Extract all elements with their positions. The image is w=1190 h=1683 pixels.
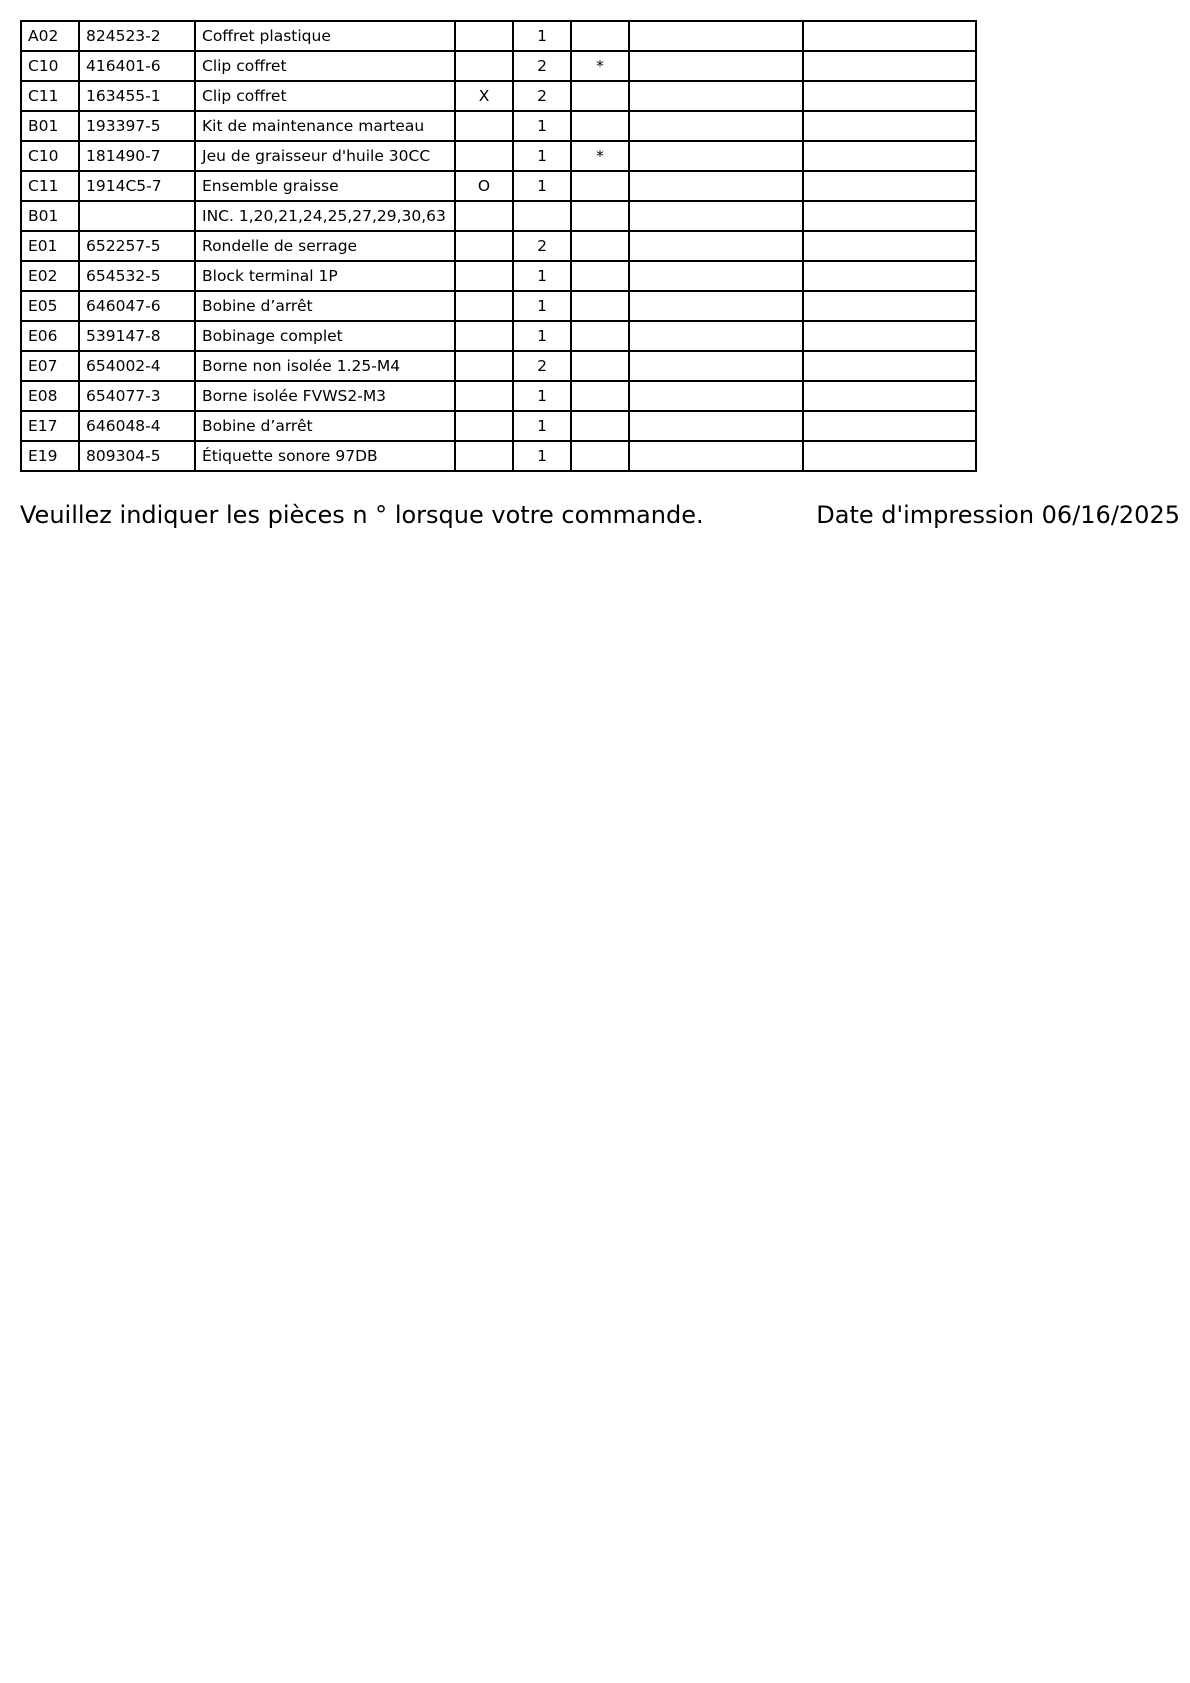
description-cell: Clip coffret <box>195 81 455 111</box>
part-number-cell: 1914C5-7 <box>79 171 195 201</box>
description-cell: Kit de maintenance marteau <box>195 111 455 141</box>
mark-cell <box>455 291 513 321</box>
table-row <box>21 141 976 171</box>
quantity-cell: 1 <box>513 171 571 201</box>
ref-cell: A02 <box>21 21 79 51</box>
description-cell: Bobinage complet <box>195 321 455 351</box>
quantity-cell <box>513 201 571 231</box>
mark-cell <box>455 231 513 261</box>
extra-cell-1 <box>629 321 803 351</box>
mark-cell <box>455 351 513 381</box>
extra-cell-1 <box>629 81 803 111</box>
extra-cell-2 <box>803 441 976 471</box>
quantity-cell: 2 <box>513 51 571 81</box>
note-cell <box>571 231 629 261</box>
table-row <box>21 51 976 81</box>
quantity-cell: 1 <box>513 411 571 441</box>
part-number-cell: 539147-8 <box>79 321 195 351</box>
extra-cell-1 <box>629 171 803 201</box>
description-cell: Borne non isolée 1.25-M4 <box>195 351 455 381</box>
description-cell: Borne isolée FVWS2-M3 <box>195 381 455 411</box>
quantity-cell: 1 <box>513 141 571 171</box>
extra-cell-1 <box>629 351 803 381</box>
extra-cell-1 <box>629 261 803 291</box>
part-number-cell: 654077-3 <box>79 381 195 411</box>
quantity-cell: 1 <box>513 381 571 411</box>
note-cell <box>571 291 629 321</box>
description-cell: Jeu de graisseur d'huile 30CC <box>195 141 455 171</box>
note-cell <box>571 201 629 231</box>
mark-cell <box>455 261 513 291</box>
part-number-cell: 809304-5 <box>79 441 195 471</box>
note-cell <box>571 21 629 51</box>
note-cell <box>571 171 629 201</box>
table-row <box>21 171 976 201</box>
part-number-cell: 654002-4 <box>79 351 195 381</box>
description-cell: Bobine d’arrêt <box>195 291 455 321</box>
ref-cell: B01 <box>21 111 79 141</box>
note-cell <box>571 261 629 291</box>
part-number-cell <box>79 201 195 231</box>
mark-cell <box>455 411 513 441</box>
ref-cell: C11 <box>21 171 79 201</box>
quantity-cell: 2 <box>513 351 571 381</box>
ref-cell: E07 <box>21 351 79 381</box>
part-number-cell: 181490-7 <box>79 141 195 171</box>
description-cell: Ensemble graisse <box>195 171 455 201</box>
note-cell <box>571 111 629 141</box>
extra-cell-2 <box>803 81 976 111</box>
quantity-cell: 1 <box>513 261 571 291</box>
extra-cell-2 <box>803 321 976 351</box>
mark-cell <box>455 111 513 141</box>
description-cell: Bobine d’arrêt <box>195 411 455 441</box>
part-number-cell: 824523-2 <box>79 21 195 51</box>
table-row <box>21 231 976 261</box>
extra-cell-1 <box>629 21 803 51</box>
mark-cell <box>455 141 513 171</box>
table-row <box>21 261 976 291</box>
extra-cell-1 <box>629 111 803 141</box>
extra-cell-1 <box>629 441 803 471</box>
parts-table-body <box>21 21 976 471</box>
extra-cell-1 <box>629 381 803 411</box>
extra-cell-2 <box>803 171 976 201</box>
part-number-cell: 652257-5 <box>79 231 195 261</box>
extra-cell-2 <box>803 231 976 261</box>
mark-cell <box>455 321 513 351</box>
ref-cell: E19 <box>21 441 79 471</box>
note-cell <box>571 351 629 381</box>
note-cell <box>571 381 629 411</box>
extra-cell-1 <box>629 141 803 171</box>
extra-cell-2 <box>803 51 976 81</box>
ref-cell: B01 <box>21 201 79 231</box>
note-cell <box>571 321 629 351</box>
ref-cell: C10 <box>21 51 79 81</box>
extra-cell-2 <box>803 351 976 381</box>
mark-cell: X <box>455 81 513 111</box>
part-number-cell: 193397-5 <box>79 111 195 141</box>
part-number-cell: 416401-6 <box>79 51 195 81</box>
description-cell: Block terminal 1P <box>195 261 455 291</box>
extra-cell-2 <box>803 381 976 411</box>
table-row <box>21 351 976 381</box>
ref-cell: E17 <box>21 411 79 441</box>
extra-cell-1 <box>629 51 803 81</box>
table-row <box>21 111 976 141</box>
note-cell <box>571 441 629 471</box>
extra-cell-1 <box>629 201 803 231</box>
part-number-cell: 654532-5 <box>79 261 195 291</box>
extra-cell-1 <box>629 411 803 441</box>
note-cell: * <box>571 51 629 81</box>
quantity-cell: 1 <box>513 291 571 321</box>
note-cell <box>571 81 629 111</box>
quantity-cell: 2 <box>513 81 571 111</box>
extra-cell-2 <box>803 201 976 231</box>
description-cell: Rondelle de serrage <box>195 231 455 261</box>
extra-cell-1 <box>629 291 803 321</box>
extra-cell-2 <box>803 141 976 171</box>
quantity-cell: 2 <box>513 231 571 261</box>
mark-cell <box>455 51 513 81</box>
description-cell: Étiquette sonore 97DB <box>195 441 455 471</box>
mark-cell <box>455 441 513 471</box>
ref-cell: E08 <box>21 381 79 411</box>
table-row <box>21 81 976 111</box>
table-row <box>21 381 976 411</box>
extra-cell-1 <box>629 231 803 261</box>
table-row <box>21 21 976 51</box>
extra-cell-2 <box>803 111 976 141</box>
description-cell: Clip coffret <box>195 51 455 81</box>
description-cell: INC. 1,20,21,24,25,27,29,30,63 <box>195 201 455 231</box>
quantity-cell: 1 <box>513 441 571 471</box>
print-date: Date d'impression 06/16/2025 <box>816 501 1180 529</box>
ref-cell: E02 <box>21 261 79 291</box>
ref-cell: E06 <box>21 321 79 351</box>
table-row <box>21 441 976 471</box>
quantity-cell: 1 <box>513 111 571 141</box>
table-row <box>21 321 976 351</box>
ref-cell: E05 <box>21 291 79 321</box>
description-cell: Coffret plastique <box>195 21 455 51</box>
note-cell <box>571 411 629 441</box>
mark-cell <box>455 381 513 411</box>
table-row <box>21 201 976 231</box>
extra-cell-2 <box>803 291 976 321</box>
ref-cell: C10 <box>21 141 79 171</box>
mark-cell <box>455 21 513 51</box>
note-cell: * <box>571 141 629 171</box>
order-note: Veuillez indiquer les pièces n ° lorsque votre commande. <box>20 501 704 529</box>
part-number-cell: 646047-6 <box>79 291 195 321</box>
part-number-cell: 163455-1 <box>79 81 195 111</box>
parts-table <box>20 20 977 472</box>
ref-cell: C11 <box>21 81 79 111</box>
table-row <box>21 411 976 441</box>
mark-cell <box>455 201 513 231</box>
part-number-cell: 646048-4 <box>79 411 195 441</box>
extra-cell-2 <box>803 261 976 291</box>
table-row <box>21 291 976 321</box>
extra-cell-2 <box>803 411 976 441</box>
mark-cell: O <box>455 171 513 201</box>
quantity-cell: 1 <box>513 21 571 51</box>
quantity-cell: 1 <box>513 321 571 351</box>
extra-cell-2 <box>803 21 976 51</box>
ref-cell: E01 <box>21 231 79 261</box>
